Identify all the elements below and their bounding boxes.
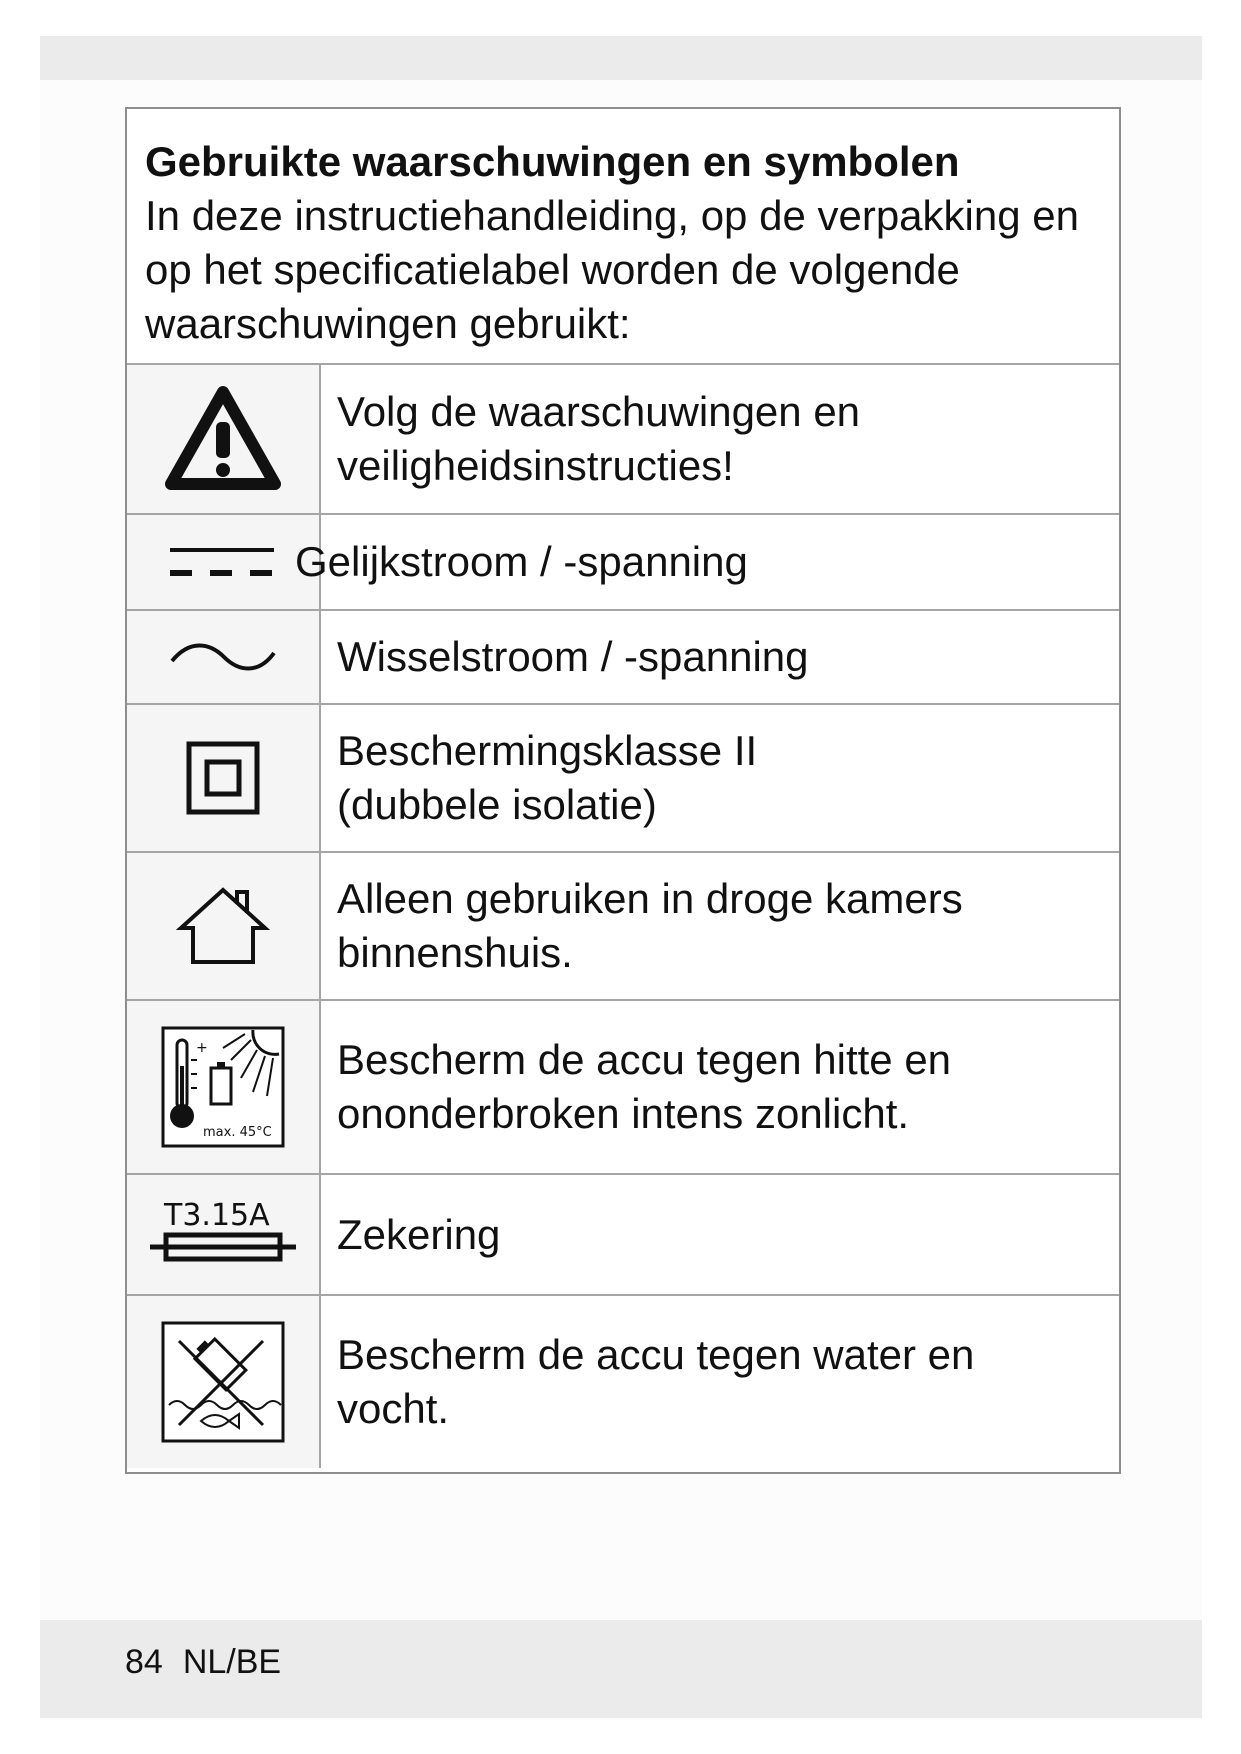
fuse-icon — [127, 1175, 321, 1294]
alternating-current-icon — [127, 611, 321, 703]
symbol-row-direct-current — [127, 515, 1119, 611]
symbol-text-line: Alleen gebruiken in droge kamers — [337, 875, 963, 922]
heat-sunlight-icon — [127, 1001, 321, 1173]
symbol-text — [321, 1296, 1119, 1468]
symbol-text-line: ononderbroken intens zonlicht. — [337, 1090, 910, 1137]
symbol-text-line: veiligheidsinstructies! — [337, 442, 734, 489]
warning-triangle-icon — [127, 365, 321, 513]
page-number: 84 — [125, 1643, 163, 1681]
symbol-row-warning — [127, 365, 1119, 515]
symbol-text — [321, 365, 1119, 513]
symbol-text — [295, 515, 748, 609]
symbol-text — [321, 611, 1119, 703]
header-band — [40, 36, 1202, 80]
symbol-row-indoor-use — [127, 853, 1119, 1001]
fuse-rating-label: T3.15A — [164, 1197, 270, 1233]
symbol-text-line: Bescherm de accu tegen hitte en — [337, 1036, 952, 1083]
protection-class-ii-icon — [127, 705, 321, 851]
direct-current-icon — [127, 515, 321, 609]
symbol-text-line: Beschermingsklasse II — [337, 727, 758, 774]
intro-block — [127, 109, 1119, 365]
symbol-text — [321, 705, 1119, 851]
no-water-icon — [127, 1296, 321, 1468]
symbol-text-line: binnenshuis. — [337, 929, 573, 976]
symbol-text-line: Wisselstroom / -spanning — [337, 633, 809, 680]
symbol-text — [321, 1175, 1119, 1294]
section-title: Gebruikte waarschuwingen en symbolen — [145, 138, 960, 185]
svg-text:+: + — [196, 1040, 208, 1056]
section-intro: In deze instructiehandleiding, op de verpakking en op het specificatielabel worden de volgende waarschuwingen gebruikt: — [145, 192, 1079, 347]
symbol-row-water — [127, 1296, 1119, 1468]
symbol-text — [321, 1001, 1119, 1173]
symbol-text — [321, 853, 1119, 999]
symbol-row-alternating-current — [127, 611, 1119, 705]
symbol-text-line: Volg de waarschuwingen en — [337, 388, 861, 435]
symbols-table — [125, 107, 1121, 1474]
page-footer — [125, 1640, 281, 1684]
symbol-row-heat — [127, 1001, 1119, 1175]
symbol-text-line: (dubbele isolatie) — [337, 781, 657, 828]
heat-max-label: max. 45°C — [203, 1125, 272, 1140]
symbol-row-fuse — [127, 1175, 1119, 1296]
indoor-use-house-icon — [127, 853, 321, 999]
symbol-text-line: Zekering — [337, 1210, 501, 1258]
locale-label: NL/BE — [182, 1643, 282, 1681]
symbol-row-protection-class — [127, 705, 1119, 853]
symbol-text-line: vocht. — [337, 1385, 450, 1432]
symbol-text-line: Gelijkstroom / -spanning — [295, 538, 748, 585]
symbol-text-line: Bescherm de accu tegen water en — [337, 1331, 975, 1378]
